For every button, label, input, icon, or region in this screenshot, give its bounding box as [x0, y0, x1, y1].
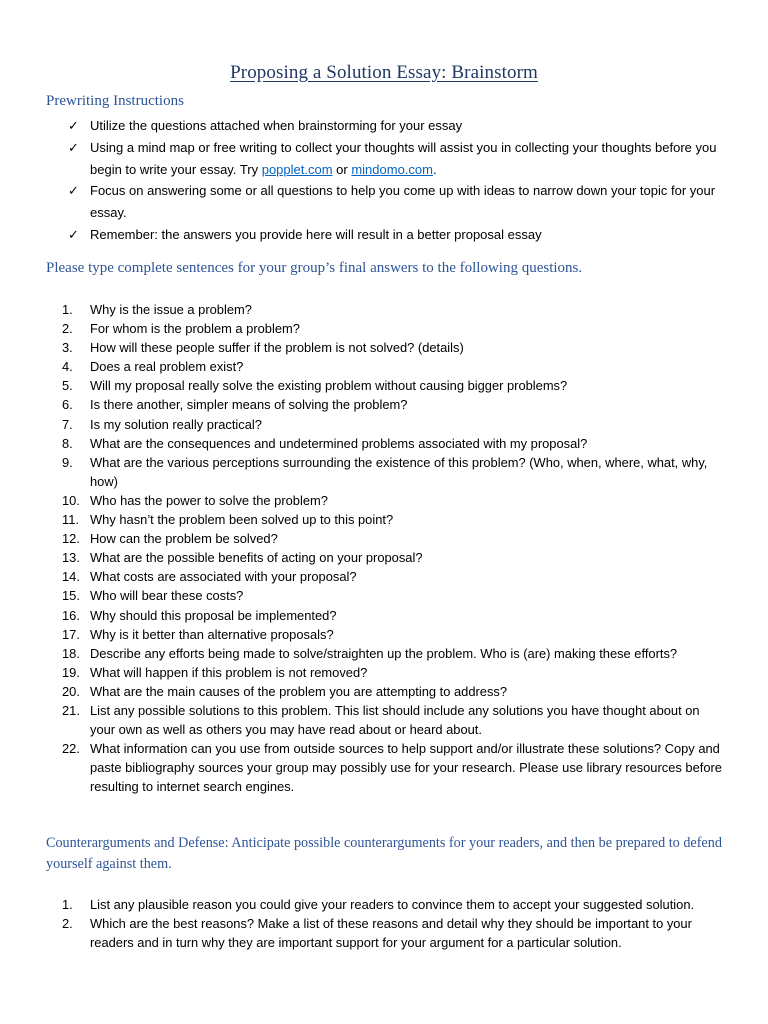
question-text: What are the possible benefits of acting on your proposal? — [90, 550, 423, 566]
checklist-item — [68, 224, 728, 246]
question-item — [62, 701, 722, 739]
question-number: 17. — [62, 626, 80, 642]
question-text: Who has the power to solve the problem? — [90, 492, 328, 508]
question-number: 18. — [62, 645, 80, 661]
question-number: 8. — [62, 435, 73, 451]
question-item — [62, 376, 722, 395]
question-item — [62, 682, 722, 701]
counter-questions-list — [62, 895, 722, 952]
mindomo-link[interactable]: mindomo.com — [351, 161, 433, 177]
prewriting-heading: Prewriting Instructions — [46, 93, 184, 109]
question-item — [62, 453, 722, 491]
question-item — [62, 739, 722, 796]
question-number: 1. — [62, 897, 73, 912]
question-text: Which are the best reasons? Make a list of these reasons and detail why they should be important to your readers and in turn why they are important support for your argument for a particular solution. — [90, 916, 692, 951]
question-number: 5. — [62, 378, 73, 394]
question-item — [62, 586, 722, 605]
question-text: Why should this proposal be implemented? — [90, 607, 337, 623]
question-text: How will these people suffer if the problem is not solved? (details) — [90, 340, 464, 356]
question-text: Will my proposal really solve the existing problem without causing bigger problems? — [90, 378, 568, 394]
question-item — [62, 319, 722, 338]
question-number: 9. — [62, 454, 73, 470]
question-item — [62, 567, 722, 586]
question-text: Is there another, simpler means of solving the problem? — [90, 397, 408, 413]
question-text: How can the problem be solved? — [90, 531, 278, 547]
popplet-link[interactable]: popplet.com — [261, 161, 333, 177]
question-number: 16. — [62, 607, 80, 623]
question-text: Who will bear these costs? — [90, 588, 244, 604]
question-item — [62, 338, 722, 357]
question-number: 21. — [62, 702, 80, 718]
checklist-item — [68, 137, 728, 181]
question-number: 2. — [62, 321, 73, 337]
question-item — [62, 663, 722, 682]
question-item — [62, 606, 722, 625]
question-item — [62, 395, 722, 414]
checkmark-icon: ✓ — [68, 139, 79, 155]
question-item — [62, 415, 722, 434]
question-item — [62, 434, 722, 453]
question-item — [62, 510, 722, 529]
question-number: 7. — [62, 416, 73, 432]
checklist-item — [68, 115, 728, 137]
question-number: 12. — [62, 531, 80, 547]
checklist-item-text: Focus on answering some or all questions to help you come up with ideas to narrow down your topic for your essay. — [90, 183, 716, 221]
question-number: 22. — [62, 741, 80, 757]
question-text: Why is it better than alternative proposals? — [90, 626, 334, 642]
question-number: 2. — [62, 916, 73, 932]
question-text: What are the consequences and undetermined problems associated with my proposal? — [90, 435, 588, 451]
question-number: 13. — [62, 550, 80, 566]
question-item — [62, 625, 722, 644]
question-number: 1. — [62, 302, 73, 317]
question-text: What information can you use from outside sources to help support and/or illustrate these solutions? Copy and paste bibliography sources your group may possibly use for your research. Please use library resources before resulting to internet search engines. — [90, 741, 722, 795]
question-item — [62, 491, 722, 510]
question-text: What will happen if this problem is not removed? — [90, 664, 368, 680]
checkmark-icon: ✓ — [68, 183, 79, 199]
document-title: Proposing a Solution Essay: Brainstorm — [230, 62, 538, 83]
question-number: 11. — [62, 512, 79, 528]
question-number: 3. — [62, 340, 73, 356]
question-text: What are the various perceptions surrounding the existence of this problem? (Who, when, where, what, why, how) — [90, 454, 708, 489]
checklist-item — [68, 180, 728, 224]
counterarguments-heading: Counterarguments and Defense: Anticipate possible counterarguments for your readers, and then be prepared to defend yourself against them. — [46, 835, 722, 872]
question-item — [62, 895, 722, 914]
question-number: 20. — [62, 683, 80, 699]
question-text: What costs are associated with your proposal? — [90, 569, 357, 585]
prewriting-checklist — [68, 115, 728, 246]
question-number: 19. — [62, 664, 80, 680]
question-number: 15. — [62, 588, 80, 604]
checklist-item-text: . — [432, 161, 437, 177]
instruction-heading: Please type complete sentences for your group’s final answers to the following questions. — [46, 260, 583, 276]
question-text: Why hasn’t the problem been solved up to this point? — [90, 512, 394, 528]
question-text: Why is the issue a problem? — [90, 302, 252, 317]
question-text: Is my solution really practical? — [90, 416, 262, 432]
question-item — [62, 529, 722, 548]
question-text: List any possible solutions to this problem. This list should include any solutions you have thought about on your own as well as others you may have read about or heard about. — [90, 702, 700, 738]
question-text: What are the main causes of the problem you are attempting to address? — [90, 683, 508, 699]
questions-list — [62, 300, 722, 796]
question-item — [62, 300, 722, 319]
checklist-item-text: or — [332, 161, 352, 177]
question-number: 14. — [62, 569, 80, 585]
question-text: Does a real problem exist? — [90, 359, 244, 375]
question-number: 6. — [62, 397, 73, 413]
question-item — [62, 357, 722, 376]
question-text: List any plausible reason you could give your readers to convince them to accept your suggested solution. — [90, 897, 695, 912]
checklist-item-text: Remember: the answers you provide here will result in a better proposal essay — [90, 226, 542, 242]
question-number: 10. — [62, 492, 80, 508]
question-text: Describe any efforts being made to solve/straighten up the problem. Who is (are) making these efforts? — [90, 645, 678, 661]
question-item — [62, 914, 722, 952]
question-item — [62, 548, 722, 567]
question-number: 4. — [62, 359, 73, 375]
checkmark-icon: ✓ — [68, 118, 79, 133]
question-text: For whom is the problem a problem? — [90, 321, 300, 337]
checkmark-icon: ✓ — [68, 226, 79, 242]
checklist-item-text: Utilize the questions attached when brainstorming for your essay — [90, 118, 463, 133]
question-item — [62, 644, 722, 663]
checklist-item-text: Using a mind map or free writing to collect your thoughts will assist you in collecting your thoughts before you begin to write your essay. Try — [90, 139, 717, 177]
